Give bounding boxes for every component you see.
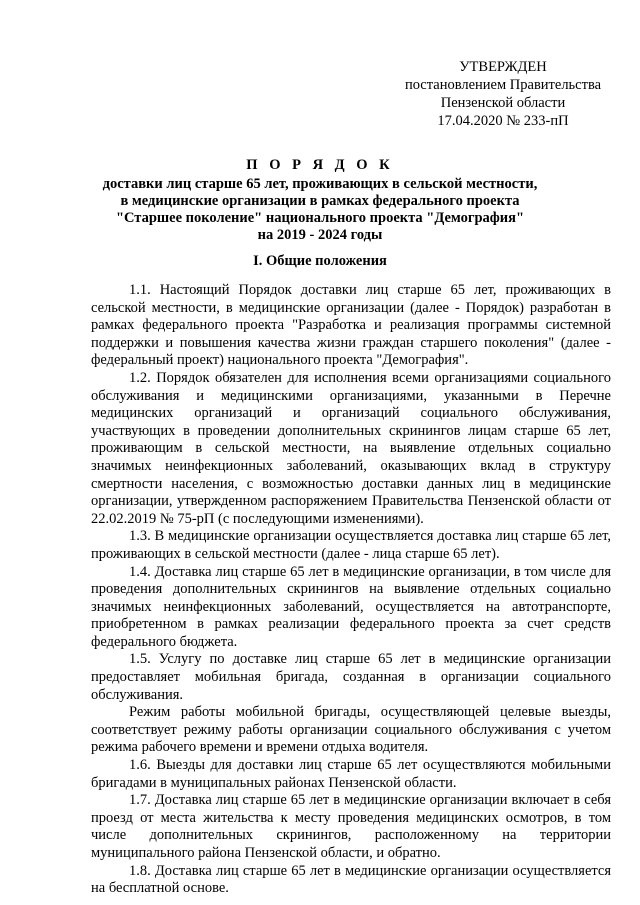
approval-line-2: постановлением Правительства — [404, 77, 602, 93]
title-line-3: "Старшее поколение" национального проекта "Демография" — [115, 210, 525, 226]
document-title — [90, 157, 550, 244]
approval-stamp — [398, 58, 608, 130]
approval-line-3: Пензенской области — [440, 95, 566, 111]
paragraph-1-1: 1.1. Настоящий Порядок доставки лиц старше 65 лет, проживающих в сельской местности, в медицинские организации (далее - Порядок) разработан в рамках федерального проекта "Разработка и реализация программы системной поддержки и повышения качества жизни граждан старшего поколения" (далее - федеральный проект) национального проекта "Демография". — [91, 282, 611, 369]
paragraph-1-4: 1.4. Доставка лиц старше 65 лет в медицинские организации, в том числе для проведения дополнительных скринингов на выявление отдельных социально значимых неинфекционных заболеваний, осуществляется на автотранспорте, приобретенном в рамках реализации федерального проекта за счет средств федерального бюджета. — [91, 563, 611, 650]
paragraph-1-7: 1.7. Доставка лиц старше 65 лет в медицинские организации включает в себя проезд от места жительства к месту проведения медицинских осмотров, в том числе дополнительных скринингов, расположенному на территории муниципального района Пензенской области, и обратно. — [91, 792, 611, 861]
paragraph-1-2: 1.2. Порядок обязателен для исполнения всеми организациями социального обслуживания и медицинскими организациями, указанными в Перечне медицинских организаций и организаций социального обслуживания, участвующих в проведении дополнительных скринингов лицам старше 65 лет, проживающим в сельской местности, на выявление отдельных социально значимых неинфекционных заболеваний, оказывающих вклад в структуру смертности населения, с возможностью доставки данных лиц в медицинские организации, утвержденном распоряжением Правительства Пензенской области от 22.02.2019 № 75-рП (с последующими изменениями). — [91, 369, 611, 527]
document-body — [91, 282, 611, 898]
paragraph-1-3: 1.3. В медицинские организации осуществляется доставка лиц старше 65 лет, проживающих в сельской местности (далее - лица старше 65 лет). — [91, 528, 611, 562]
title-line-4: на 2019 - 2024 годы — [257, 227, 383, 243]
approval-line-1: УТВЕРЖДЕН — [459, 59, 547, 75]
paragraph-work-mode: Режим работы мобильной бригады, осуществляющей целевые выезды, соответствует режиму работы организации социального обслуживания с учетом режима рабочего времени и времени отдыха водителя. — [91, 704, 611, 756]
title-line-2: в медицинские организации в рамках федерального проекта — [120, 193, 520, 209]
paragraph-1-8: 1.8. Доставка лиц старше 65 лет в медицинские организации осуществляется на бесплатной основе. — [91, 862, 611, 897]
paragraph-1-6: 1.6. Выезды для доставки лиц старше 65 лет осуществляются мобильными бригадами в муниципальных районах Пензенской области. — [91, 757, 611, 791]
section-title: I. Общие положения — [253, 253, 387, 269]
title-line-1: доставки лиц старше 65 лет, проживающих в сельской местности, — [102, 176, 538, 192]
title-heading: П О Р Я Д О К — [246, 157, 394, 173]
paragraph-1-5: 1.5. Услугу по доставке лиц старше 65 лет в медицинские организации предоставляет мобильная бригада, созданная в организации социального обслуживания. — [91, 651, 611, 703]
approval-line-4: 17.04.2020 № 233-пП — [437, 113, 569, 129]
